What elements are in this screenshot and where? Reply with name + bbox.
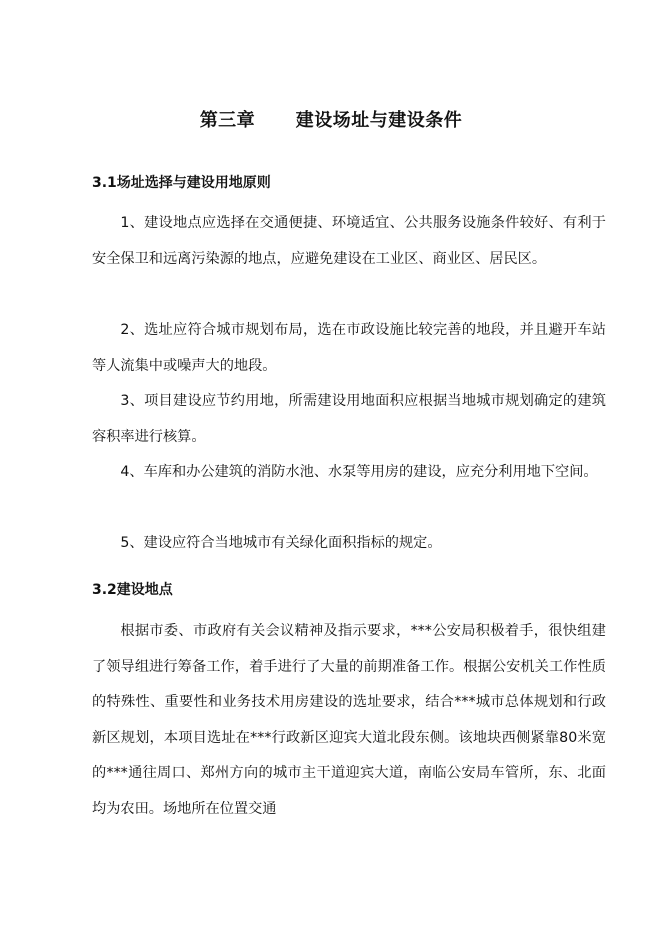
section-heading-3-1: 3.1场址选择与建设用地原则 [92, 175, 271, 191]
paragraph-principle-3: 3、项目建设应节约用地，所需建设用地面积应根据当地城市规划确定的建筑容积率进行核算。 [92, 393, 606, 445]
paragraph-principle-1: 1、建设地点应选择在交通便捷、环境适宜、公共服务设施条件较好、有利于安全保卫和远离污染源的地点，应避免建设在工业区、商业区、居民区。 [92, 215, 606, 267]
chapter-title: 第三章 建设场址与建设条件 [199, 110, 463, 131]
paragraph-principle-4: 4、车库和办公建筑的消防水池、水泵等用房的建设，应充分利用地下空间。 [120, 464, 598, 480]
section-heading-3-2: 3.2建设地点 [92, 582, 173, 598]
paragraph-principle-5: 5、建设应符合当地城市有关绿化面积指标的规定。 [120, 535, 442, 551]
paragraph-principle-2: 2、选址应符合城市规划布局，选在市政设施比较完善的地段，并且避开车站等人流集中或噪声大的地段。 [92, 322, 606, 374]
paragraph-site-location: 根据市委、市政府有关会议精神及指示要求，***公安局积极着手，很快组建了领导组进行筹备工作，着手进行了大量的前期准备工作。根据公安机关工作性质的特殊性、重要性和业务技术用房建设的选址要求，结合***城市总体规划和行政新区规划，本项目选址在***行政新区迎宾大道北段东侧。该地块西侧紧靠80米宽的***通往周口、郑州方向的城市主干道迎宾大道，南临公安局车管所，东、北面均为农田。场地所在位置交通 [92, 623, 606, 817]
